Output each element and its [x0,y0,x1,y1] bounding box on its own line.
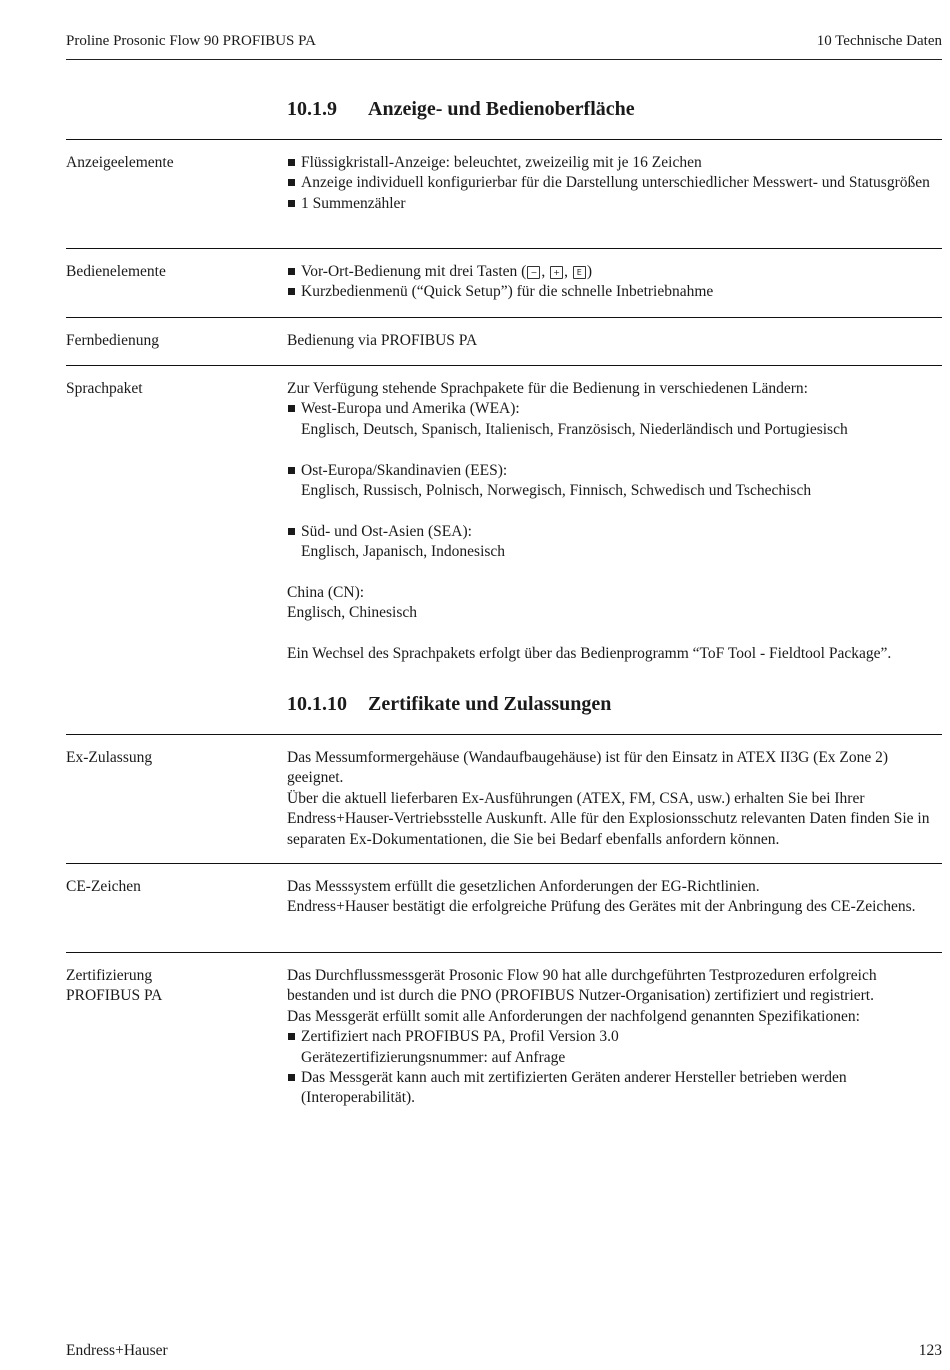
divider [66,863,942,864]
enter-key-icon: E [573,266,586,279]
label-fernbedienung: Fernbedienung [66,332,159,349]
list-item: 1 Summenzähler [287,194,942,214]
header-chapter: 10 Technische Daten [816,33,942,49]
section-heading-certificates [287,693,611,716]
list-item: Zertifiziert nach PROFIBUS PA, Profil Version 3.0 Gerätezertifizierungsnummer: auf Anfrage [287,1027,942,1068]
list-item: Flüssigkristall-Anzeige: beleuchtet, zweizeilig mit je 16 Zeichen [287,153,942,173]
list-item: Das Messgerät kann auch mit zertifizierten Geräten anderer Hersteller betrieben werden (Interoperabilität). [287,1068,942,1109]
page-header [66,33,942,51]
content-sprachpaket [287,379,942,665]
content-ce-zeichen [287,877,942,918]
divider [66,365,942,366]
label-anzeigeelemente: Anzeigeelemente [66,154,174,171]
label-ce-zeichen: CE-Zeichen [66,878,141,895]
paragraph: Das Messsystem erfüllt die gesetzlichen Anforderungen der EG-Richtlinien. [287,878,760,895]
paragraph: China (CN): [287,584,365,602]
list-item: Kurzbedienmenü (“Quick Setup”) für die schnelle Inbetriebnahme [287,282,942,302]
divider [66,139,942,140]
section-title: Zertifikate und Zulassungen [368,693,612,715]
paragraph: Über die aktuell lieferbaren Ex-Ausführungen (ATEX, FM, CSA, usw.) erhalten Sie bei Ihrer Endress+Hauser-Vertriebsstelle Auskunft. Alle für den Explosionsschutz relevanten Daten finden Sie in separaten Ex-Dokumentationen, die Sie bei Bedarf ebenfalls anfordern können. [287,789,930,848]
list-item: Süd- und Ost-Asien (SEA): Englisch, Japanisch, Indonesisch [287,522,942,563]
label-bedienelemente: Bedienelemente [66,263,166,280]
list-item: Vor-Ort-Bedienung mit drei Tasten ( − , + , E ) [287,262,942,282]
list-item: Anzeige individuell konfigurierbar für die Darstellung unterschiedlicher Messwert- und Statusgrößen [287,173,942,193]
content-ex-zulassung [287,748,942,850]
content-bedienelemente [287,262,942,303]
paragraph: Bedienung via PROFIBUS PA [287,332,478,349]
content-zertifizierung [287,966,942,1109]
section-number: 10.1.10 [287,693,347,715]
label-sprachpaket: Sprachpaket [66,380,143,397]
content-fernbedienung [287,331,942,351]
plus-key-icon: + [550,266,563,279]
divider [66,317,942,318]
section-heading-display [287,98,635,121]
footer-company: Endress+Hauser [66,1342,168,1359]
paragraph: Englisch, Chinesisch [287,604,418,622]
section-number: 10.1.9 [287,98,337,120]
list-item: West-Europa und Amerika (WEA): Englisch, Deutsch, Spanisch, Italienisch, Französisch, Niederländisch und Portugiesisch [287,399,942,440]
label-zertifizierung: Zertifizierung PROFIBUS PA [66,967,163,1005]
section-title: Anzeige- und Bedienoberfläche [368,98,635,120]
label-ex-zulassung: Ex-Zulassung [66,749,153,766]
divider [66,952,942,953]
paragraph: Ein Wechsel des Sprachpakets erfolgt über das Bedienprogramm “ToF Tool - Fieldtool Package”. [287,645,892,663]
list-item: Ost-Europa/Skandinavien (EES): Englisch, Russisch, Polnisch, Norwegisch, Finnisch, Schwedisch und Tschechisch [287,461,942,502]
paragraph: Zur Verfügung stehende Sprachpakete für die Bedienung in verschiedenen Ländern: [287,380,808,397]
content-anzeigeelemente [287,153,942,214]
paragraph: Das Messgerät erfüllt somit alle Anforderungen der nachfolgend genannten Spezifikationen: [287,1007,860,1025]
paragraph: Endress+Hauser bestätigt die erfolgreiche Prüfung des Gerätes mit der Anbringung des CE-Zeichens. [287,898,916,916]
divider [66,248,942,249]
header-product: Proline Prosonic Flow 90 PROFIBUS PA [66,33,316,49]
divider [66,734,942,735]
paragraph: Das Messumformergehäuse (Wandaufbaugehäuse) ist für den Einsatz in ATEX II3G (Ex Zone 2) geeignet. [287,749,889,787]
header-rule [66,59,942,60]
minus-key-icon: − [527,266,540,279]
paragraph: Das Durchflussmessgerät Prosonic Flow 90 hat alle durchgeführten Testprozeduren erfolgreich bestanden und ist durch die PNO (PROFIBUS Nutzer-Organisation) zertifiziert und registriert. [287,967,877,1005]
page-number: 123 [918,1342,942,1359]
